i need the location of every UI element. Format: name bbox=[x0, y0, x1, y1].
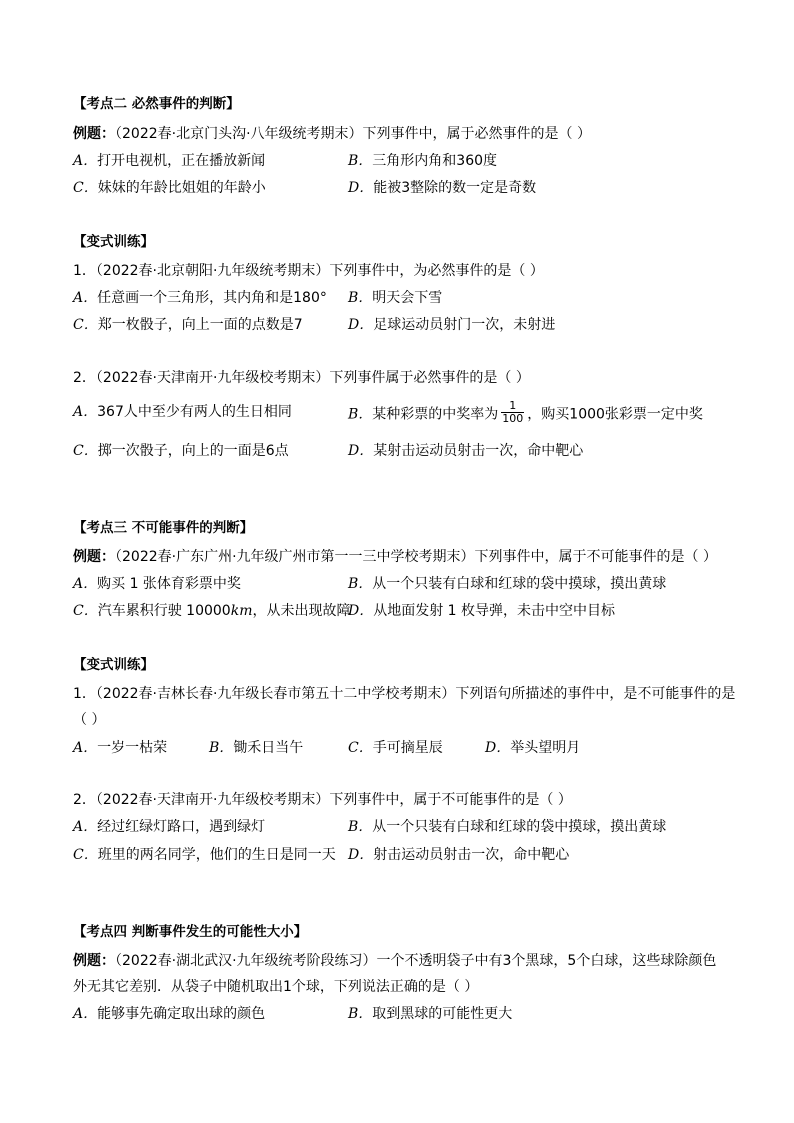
option-b: B．锄禾日当午 bbox=[209, 740, 304, 756]
option-c: C．班里的两名同学，他们的生日是同一天 bbox=[73, 847, 336, 863]
option-b: B．取到黑球的可能性更大 bbox=[348, 1006, 513, 1022]
option-a: A．一岁一枯荣 bbox=[73, 740, 168, 756]
option-a: A．能够事先确定取出球的颜色 bbox=[73, 1006, 266, 1022]
question-1-continuation: （ ） bbox=[73, 712, 106, 728]
option-c: C．妹妹的年龄比姐姐的年龄小 bbox=[73, 180, 266, 196]
option-b: B．从一个只装有白球和红球的袋中摸球，摸出黄球 bbox=[348, 819, 667, 835]
option-a: A．打开电视机，正在播放新闻 bbox=[73, 153, 266, 169]
option-a: A．任意画一个三角形，其内角和是180° bbox=[73, 290, 327, 306]
section-heading-s2: 【考点二 必然事件的判断】 bbox=[73, 96, 240, 112]
example-question-s3 bbox=[73, 547, 733, 567]
option-d: D．从地面发射 1 枚导弹，未击中空中目标 bbox=[348, 603, 616, 619]
option-c: C．掷一次骰子，向上的一面是6点 bbox=[73, 443, 289, 459]
example-label: 例题： bbox=[73, 953, 115, 969]
option-a: A．367人中至少有两人的生日相同 bbox=[73, 404, 292, 420]
fraction: $\frac{1}{100}$ bbox=[502, 399, 524, 425]
option-b: B．三角形内角和360度 bbox=[348, 153, 498, 169]
section-heading-s4: 【考点四 判断事件发生的可能性大小】 bbox=[73, 924, 308, 940]
question-1: 1．（2022春·吉林长春·九年级长春市第五十二中学校考期末）下列语句所描述的事件中，是不可能事件的是 bbox=[73, 686, 736, 702]
option-b: B．明天会下雪 bbox=[348, 290, 443, 306]
option-c: C．手可摘星辰 bbox=[348, 740, 443, 756]
question-2: 2．（2022春·天津南开·九年级校考期末）下列事件属于必然事件的是（ ） bbox=[73, 370, 530, 386]
example-text: （2022春·湖北武汉·九年级统考阶段练习）一个不透明袋子中有3个黑球，5个白球，这些球除颜色 bbox=[115, 953, 717, 969]
option-b: B．某种彩票的中奖率为 $\frac{1}{100}$ ，购买1000张彩票一定中奖 bbox=[348, 399, 703, 425]
option-d: D．射击运动员射击一次，命中靶心 bbox=[348, 847, 570, 863]
example-text: （2022春·广东广州·九年级广州市第一一三中学校考期末）下列事件中，属于不可能事件的是（ ） bbox=[115, 549, 717, 565]
example-label: 例题： bbox=[73, 126, 115, 142]
option-b: B．从一个只装有白球和红球的袋中摸球，摸出黄球 bbox=[348, 576, 667, 592]
section-heading-s3: 【考点三 不可能事件的判断】 bbox=[73, 520, 254, 536]
question-2: 2．（2022春·天津南开·九年级校考期末）下列事件中，属于不可能事件的是（ ） bbox=[73, 792, 572, 808]
example-text: （2022春·北京门头沟·八年级统考期末）下列事件中，属于必然事件的是（ ） bbox=[115, 126, 591, 142]
option-c: C．郑一枚骰子，向上一面的点数是7 bbox=[73, 317, 303, 333]
question-1: 1．（2022春·北京朝阳·九年级统考期末）下列事件中，为必然事件的是（ ） bbox=[73, 263, 544, 279]
option-d: D．某射击运动员射击一次，命中靶心 bbox=[348, 443, 584, 459]
option-d: D．足球运动员射门一次，未射进 bbox=[348, 317, 556, 333]
section-heading-v3: 【变式训练】 bbox=[73, 657, 154, 673]
section-heading-v2: 【变式训练】 bbox=[73, 234, 154, 250]
example-label: 例题： bbox=[73, 549, 115, 565]
option-c: C．汽车累积行驶 10000km，从未出现故障 bbox=[73, 603, 351, 619]
example-question-s2 bbox=[73, 124, 733, 144]
option-a: A．经过红绿灯路口，遇到绿灯 bbox=[73, 819, 266, 835]
example-question-s4 bbox=[73, 951, 733, 971]
option-a: A．购买 1 张体育彩票中奖 bbox=[73, 576, 241, 592]
option-d: D．能被3整除的数一定是奇数 bbox=[348, 180, 537, 196]
option-d: D．举头望明月 bbox=[485, 740, 581, 756]
example-continuation: 外无其它差别．从袋子中随机取出1个球，下列说法正确的是（ ） bbox=[73, 979, 479, 995]
